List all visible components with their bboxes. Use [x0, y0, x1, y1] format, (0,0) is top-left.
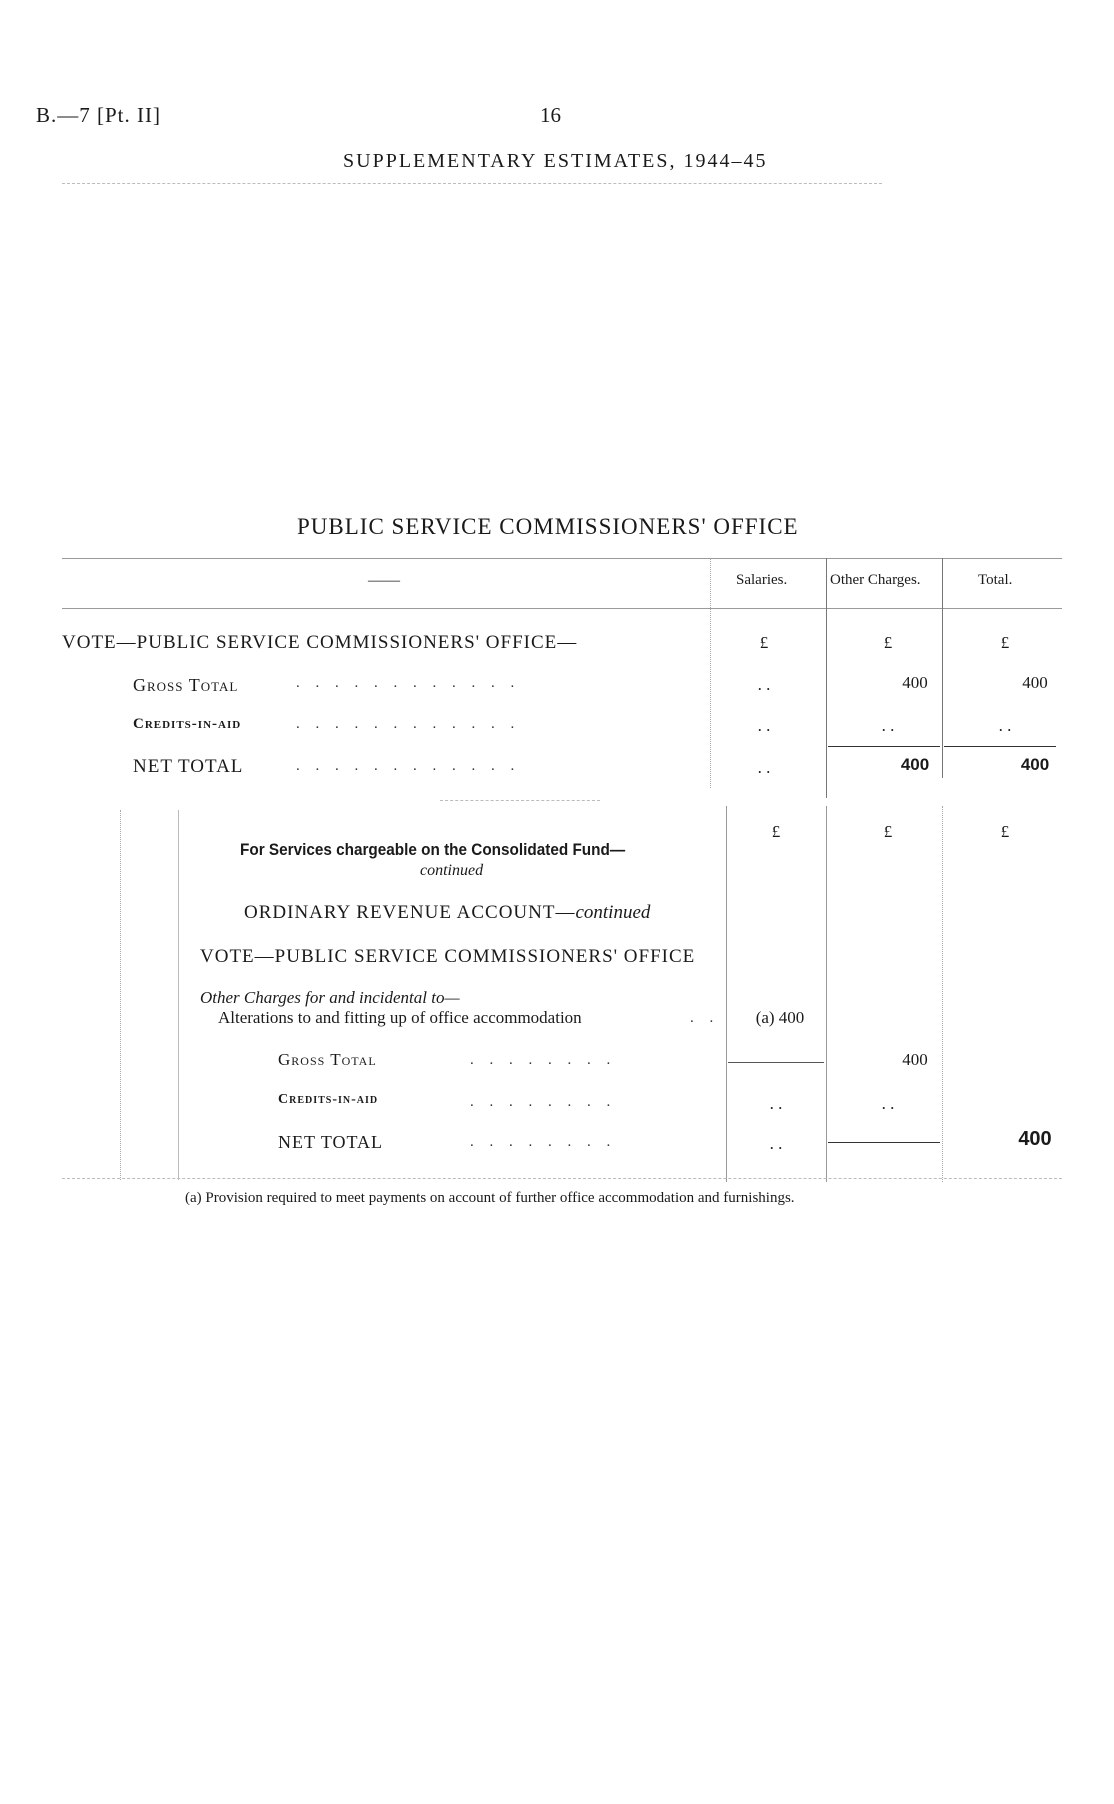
detail-col-divider-1	[726, 806, 727, 1182]
col-divider-1	[710, 558, 711, 788]
summary-currency-salaries: £	[759, 633, 769, 652]
services-continued: continued	[420, 862, 484, 879]
detail-row-label: Credits-in-aid	[278, 1092, 379, 1107]
account-continued: continued	[575, 902, 651, 923]
summary-cell-total: 400	[1020, 755, 1050, 774]
account-heading	[244, 902, 650, 924]
column-header-total: Total.	[978, 572, 1013, 588]
summary-row-label: Credits-in-aid	[133, 716, 242, 732]
summary-cell-total: . .	[998, 716, 1012, 735]
detail-row-label: Gross Total	[278, 1050, 377, 1069]
detail-cell-other: 400	[902, 1050, 928, 1069]
detail-row-leader: . . . . . . . .	[470, 1094, 617, 1110]
footnote: (a) Provision required to meet payments on account of further office accommodation and furnishings.	[185, 1190, 795, 1206]
detail-currency-salaries: £	[771, 822, 781, 841]
summary-cell-other: . .	[881, 716, 895, 735]
summary-cell-total: 400	[1022, 673, 1048, 692]
summary-cell-salaries: . .	[757, 716, 771, 735]
col-divider-3	[942, 558, 943, 778]
column-header-other-charges: Other Charges.	[830, 572, 921, 588]
item-leader: . .	[690, 1010, 720, 1026]
detail-gross-salaries-rule	[728, 1062, 824, 1063]
detail-cell-other: . .	[881, 1094, 895, 1113]
detail-cell-total: 400	[1018, 1128, 1052, 1150]
summary-row-leader: . . . . . . . . . . . .	[296, 675, 521, 691]
detail-col-divider-2	[826, 806, 827, 1182]
summary-title: PUBLIC SERVICE COMMISSIONERS' OFFICE	[297, 514, 799, 539]
summary-cell-other: 400	[900, 755, 930, 774]
detail-margin-line-1	[120, 810, 121, 1180]
detail-col-divider-3	[942, 806, 943, 1182]
summary-row-leader: . . . . . . . . . . . .	[296, 716, 521, 732]
item-amount: (a) 400	[755, 1008, 805, 1027]
detail-row-leader: . . . . . . . .	[470, 1052, 617, 1068]
detail-net-other-rule	[828, 1142, 940, 1143]
summary-bottom-rule	[440, 800, 600, 801]
net-total-rule-total	[944, 746, 1056, 747]
detail-currency-total: £	[1000, 822, 1010, 841]
item-label: Alterations to and fitting up of office accommodation	[218, 1008, 582, 1027]
page-number: 16	[540, 103, 561, 127]
detail-bottom-rule	[62, 1178, 1062, 1179]
summary-row-label: NET TOTAL	[133, 756, 244, 777]
column-header-rule	[62, 608, 1062, 609]
summary-cell-salaries: . .	[757, 675, 771, 694]
services-heading: For Services chargeable on the Consolidated Fund—	[240, 840, 626, 859]
summary-vote-label: VOTE—PUBLIC SERVICE COMMISSIONERS' OFFICE—	[62, 632, 578, 653]
summary-row-leader: . . . . . . . . . . . .	[296, 758, 521, 774]
running-title: SUPPLEMENTARY ESTIMATES, 1944–45	[343, 150, 768, 172]
document-reference: B.—7 [Pt. II]	[36, 103, 161, 127]
summary-cell-salaries: . .	[757, 758, 771, 777]
summary-row-label: Gross Total	[133, 675, 239, 695]
summary-cell-other: 400	[902, 673, 928, 692]
summary-top-rule	[62, 558, 1062, 559]
account-heading-text: ORDINARY REVENUE ACCOUNT—	[244, 902, 576, 923]
net-total-rule-other	[828, 746, 940, 747]
detail-vote-heading: VOTE—PUBLIC SERVICE COMMISSIONERS' OFFICE	[200, 946, 696, 967]
summary-blank-header: ——	[368, 572, 400, 589]
column-header-salaries: Salaries.	[736, 572, 788, 588]
detail-row-leader: . . . . . . . .	[470, 1134, 617, 1150]
detail-cell-salaries: . .	[769, 1134, 783, 1153]
detail-row-label: NET TOTAL	[278, 1132, 384, 1152]
detail-margin-line-2	[178, 810, 179, 1180]
header-rule	[62, 183, 882, 184]
summary-currency-other: £	[883, 633, 893, 652]
other-charges-heading: Other Charges for and incidental to—	[200, 988, 460, 1007]
detail-currency-other: £	[883, 822, 893, 841]
col-divider-2	[826, 558, 827, 798]
summary-currency-total: £	[1000, 633, 1010, 652]
detail-cell-salaries: . .	[769, 1094, 783, 1113]
